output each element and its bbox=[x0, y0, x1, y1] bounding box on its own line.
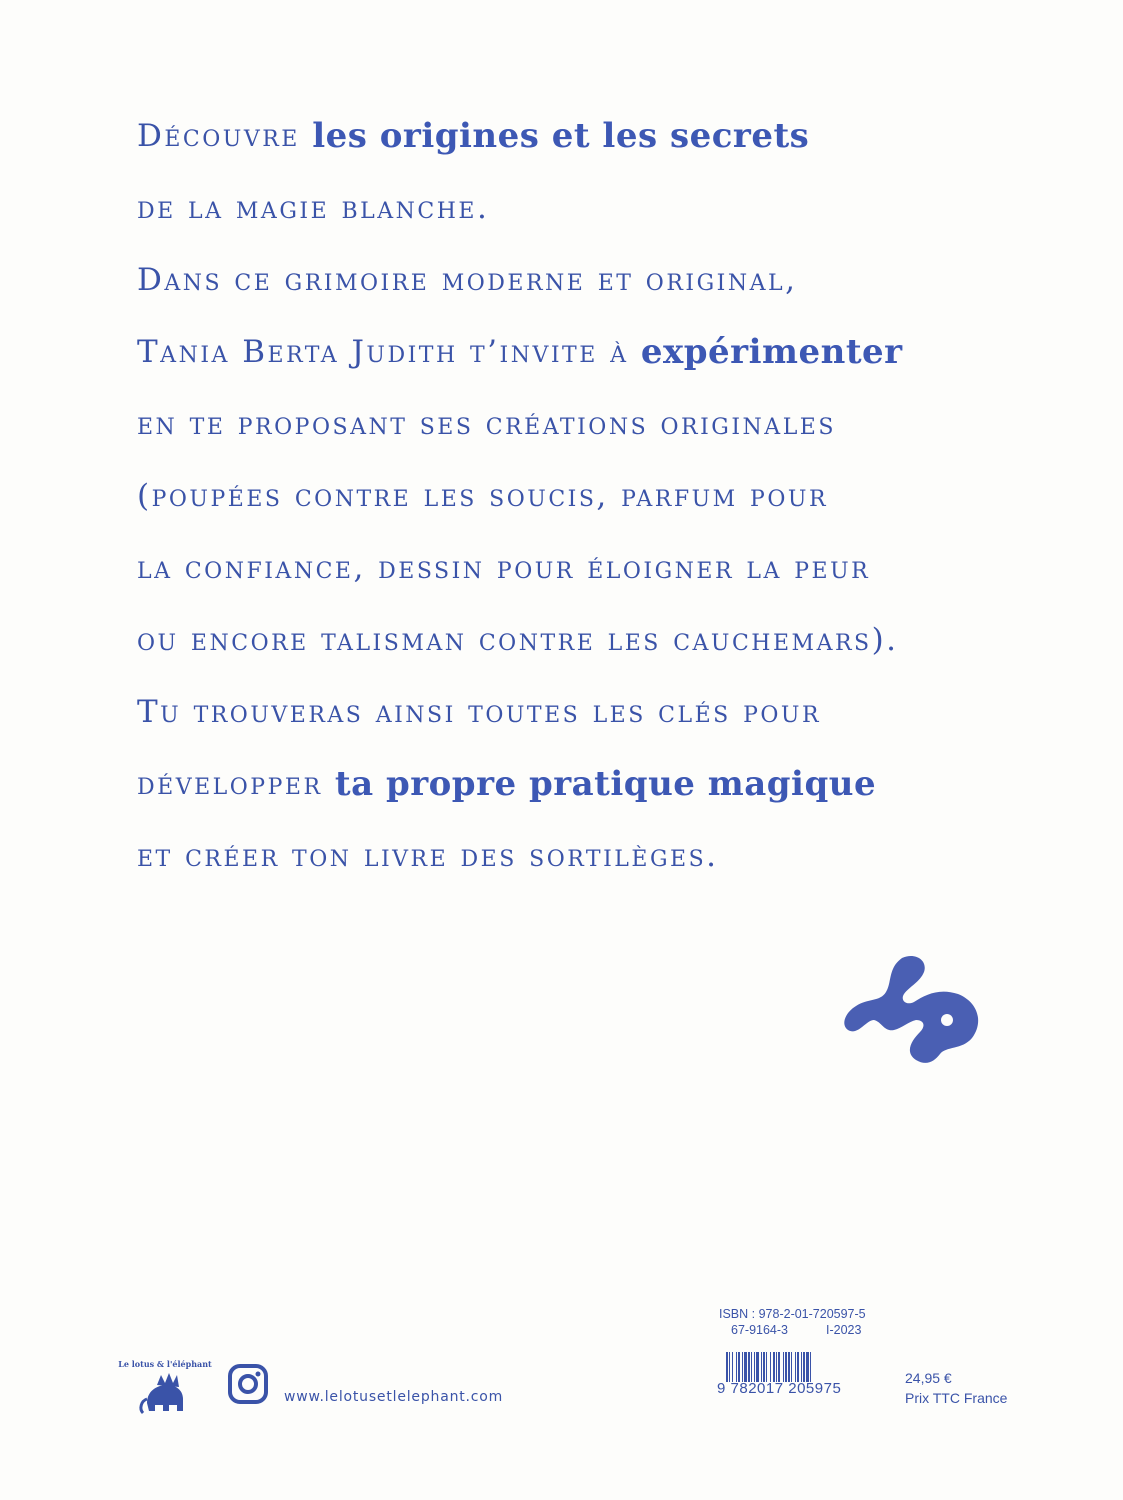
isbn-block bbox=[719, 1306, 866, 1338]
blurb-line bbox=[137, 316, 1037, 388]
instagram-icon[interactable] bbox=[227, 1363, 269, 1405]
blurb-emphasis: les origines et les secrets bbox=[312, 116, 810, 156]
blurb-text: en te proposant ses créations originales bbox=[137, 406, 836, 442]
blurb-text: et créer ton livre des sortilèges. bbox=[137, 838, 719, 874]
blurb-line bbox=[137, 100, 1037, 172]
price-block bbox=[905, 1368, 1007, 1408]
blurb-line bbox=[137, 244, 1037, 316]
blurb-text: de la magie blanche. bbox=[137, 190, 490, 226]
isbn: ISBN : 978-2-01-720597-5 bbox=[719, 1307, 866, 1321]
blurb-text: Tu trouveras ainsi toutes les clés pour bbox=[137, 694, 822, 730]
decorative-blob-shape bbox=[840, 950, 985, 1070]
blurb-text: Découvre bbox=[137, 118, 313, 154]
blurb-text: la confiance, dessin pour éloigner la peur bbox=[137, 550, 871, 586]
blurb-line bbox=[137, 388, 1037, 460]
price: 24,95 € bbox=[905, 1370, 952, 1386]
edition-code: I-2023 bbox=[826, 1323, 862, 1337]
blurb-line bbox=[137, 676, 1037, 748]
publisher-logo bbox=[118, 1355, 212, 1425]
blurb-line bbox=[137, 460, 1037, 532]
blurb-line bbox=[137, 172, 1037, 244]
barcode bbox=[726, 1352, 881, 1382]
blurb-text: Tania Berta Judith t’invite à bbox=[137, 334, 641, 370]
blurb-line bbox=[137, 604, 1037, 676]
blurb-line bbox=[137, 820, 1037, 892]
back-cover-blurb bbox=[137, 100, 1037, 892]
price-note: Prix TTC France bbox=[905, 1390, 1008, 1406]
blurb-text: (poupées contre les soucis, parfum pour bbox=[137, 478, 829, 514]
blurb-line bbox=[137, 532, 1037, 604]
blurb-emphasis: expérimenter bbox=[640, 332, 903, 372]
product-code: 67-9164-3 bbox=[731, 1323, 788, 1337]
blurb-emphasis: ta propre pratique magique bbox=[334, 764, 877, 804]
blurb-text: développer bbox=[137, 766, 335, 802]
blurb-line bbox=[137, 748, 1037, 820]
publisher-website[interactable]: www.lelotusetlelephant.com bbox=[284, 1389, 504, 1405]
barcode-digits: 9 782017 205975 bbox=[717, 1380, 842, 1397]
blurb-text: Dans ce grimoire moderne et original, bbox=[137, 262, 798, 298]
blurb-text: ou encore talisman contre les cauchemars). bbox=[137, 622, 899, 658]
svg-text:Le lotus & l'éléphant: Le lotus & l'éléphant bbox=[118, 1359, 212, 1369]
